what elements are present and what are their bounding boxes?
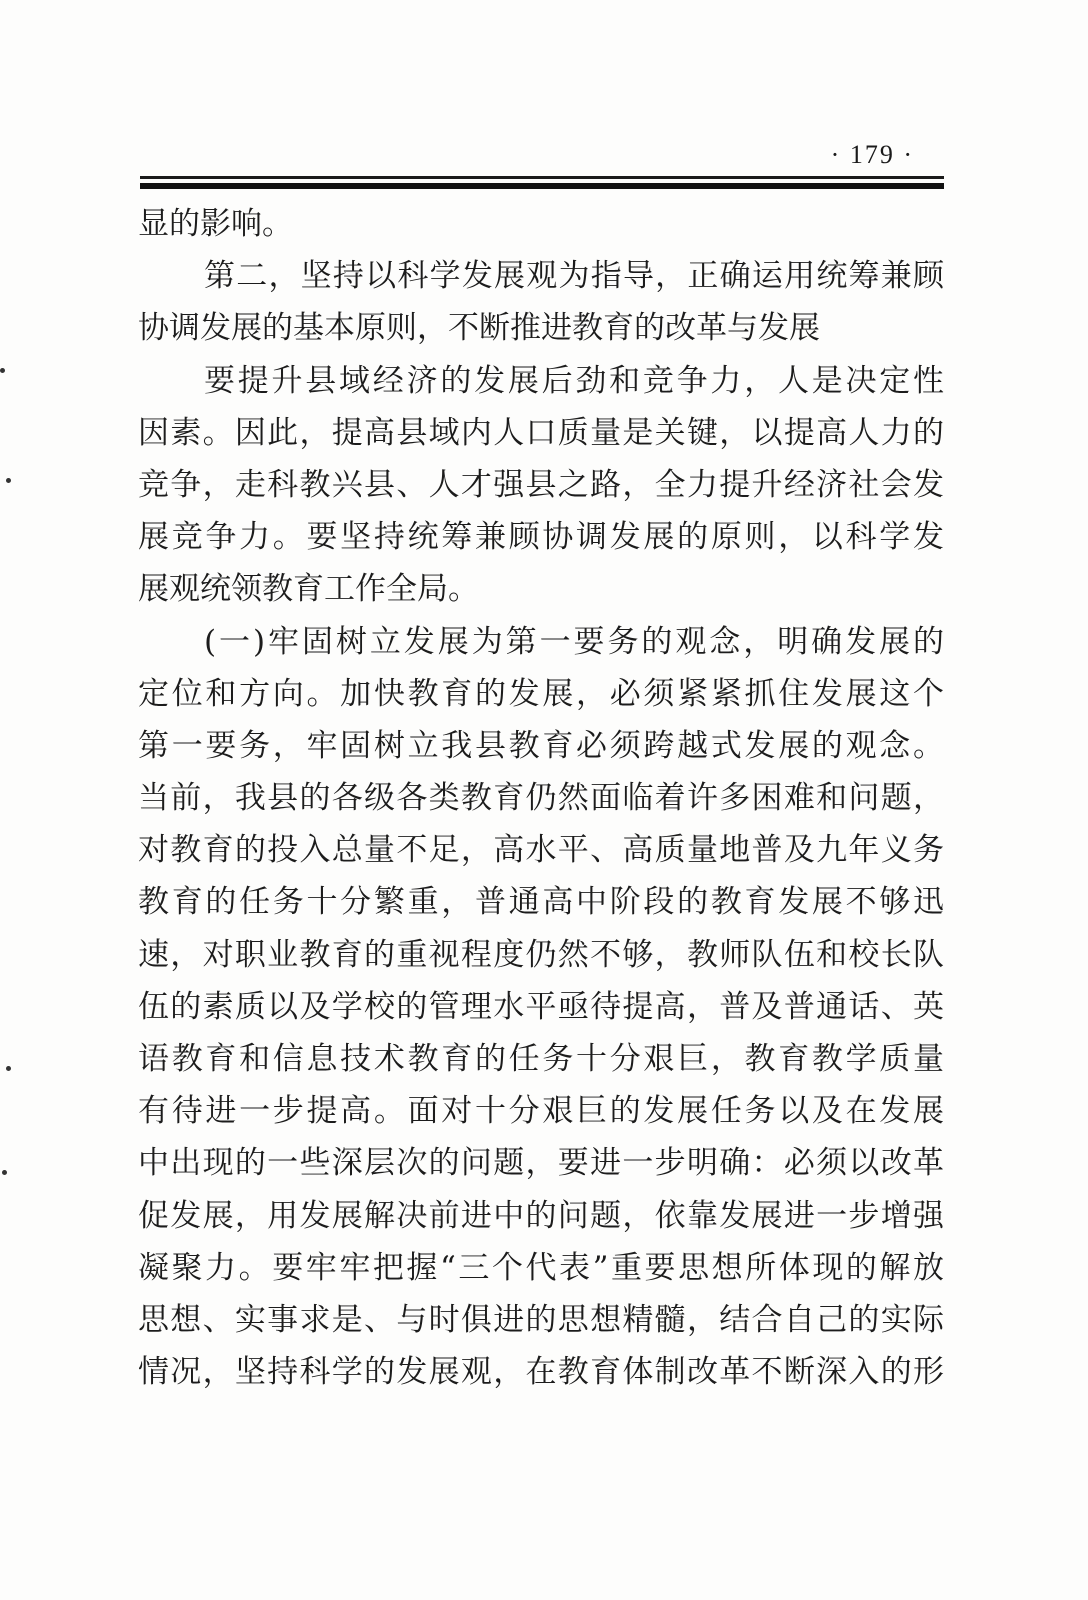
page-header	[140, 140, 944, 190]
text-line: 显的影响。	[138, 206, 293, 242]
text-line: 展竞争力。要坚持统筹兼顾协调发展的原则，以科学发	[138, 519, 944, 556]
text-line: 速，对职业教育的重视程度仍然不够，教师队伍和校长队	[138, 936, 944, 973]
text-line: 竞争，走科教兴县、人才强县之路，全力提升经济社会发	[138, 466, 944, 503]
scan-speck	[6, 478, 11, 483]
text-line: 展观统领教育工作全局。	[138, 571, 479, 608]
text-line: (一)牢固树立发展为第一要务的观念，明确发展的	[204, 623, 944, 660]
text-line: 情况，坚持科学的发展观，在教育体制改革不断深入的形	[138, 1354, 944, 1391]
text-line: 第一要务，牢固树立我县教育必须跨越式发展的观念。	[138, 727, 944, 764]
text-line: 凝聚力。要牢牢把握“三个代表”重要思想所体现的解放	[138, 1249, 944, 1286]
text-line: 协调发展的基本原则，不断推进教育的改革与发展	[138, 310, 820, 347]
text-line: 语教育和信息技术教育的任务十分艰巨，教育教学质量	[138, 1041, 944, 1077]
text-line: 有待进一步提高。面对十分艰巨的发展任务以及在发展	[138, 1093, 944, 1130]
text-line: 当前，我县的各级各类教育仍然面临着许多困难和问题，	[138, 780, 944, 817]
text-line: 对教育的投入总量不足，高水平、高质量地普及九年义务	[138, 832, 944, 869]
scan-speck	[6, 1066, 11, 1071]
page-number: · 179 ·	[830, 140, 914, 169]
header-rule-thick	[140, 183, 944, 189]
text-line: 促发展，用发展解决前进中的问题，依靠发展进一步增强	[138, 1197, 944, 1234]
text-line: 伍的素质以及学校的管理水平亟待提高，普及普通话、英	[138, 988, 944, 1025]
text-line: 思想、实事求是、与时俱进的思想精髓，结合自己的实际	[138, 1301, 944, 1338]
text-line: 要提升县域经济的发展后劲和竞争力，人是决定性	[204, 362, 944, 399]
text-line: 因素。因此，提高县域内人口质量是关键，以提高人力的	[138, 414, 944, 451]
text-line: 中出现的一些深层次的问题，要进一步明确：必须以改革	[138, 1145, 944, 1182]
text-line: 教育的任务十分繁重，普通高中阶段的教育发展不够迅	[138, 884, 944, 921]
body-text	[138, 198, 944, 1398]
header-rule-thin	[140, 176, 944, 179]
scan-speck	[2, 1170, 7, 1175]
text-line: 定位和方向。加快教育的发展，必须紧紧抓住发展这个	[138, 675, 944, 712]
scan-speck	[0, 368, 5, 373]
text-line: 第二，坚持以科学发展观为指导，正确运用统筹兼顾	[204, 258, 944, 295]
